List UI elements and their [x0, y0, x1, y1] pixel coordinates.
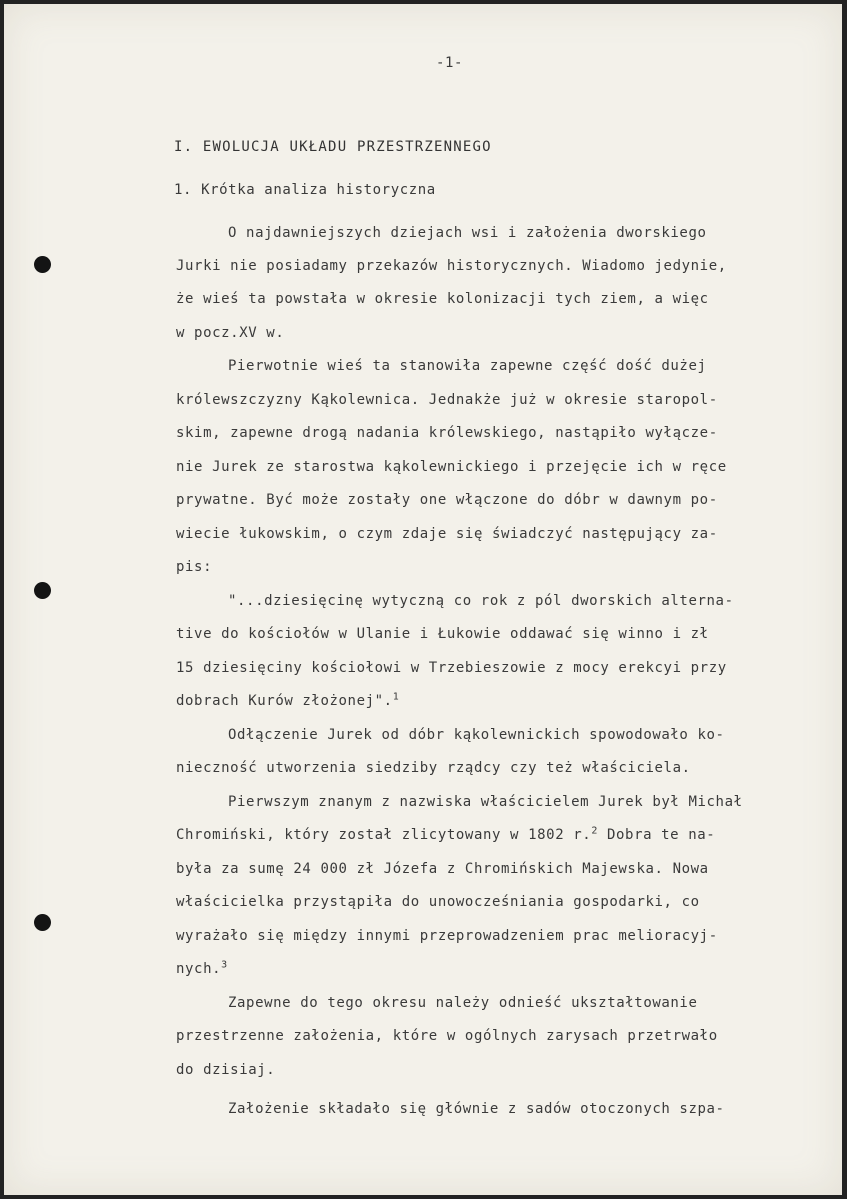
text-line [176, 692, 399, 710]
text-line: wiecie łukowskim, o czym zdaje się świadczyć następujący za- [176, 526, 718, 542]
text-line: Pierwotnie wieś ta stanowiła zapewne część dość dużej [228, 358, 707, 374]
text-line: Pierwszym znanym z nazwiska właścicielem Jurek był Michał [228, 794, 743, 810]
line-text: Dobra te na- [597, 827, 716, 843]
text-line: właścicielka przystąpiła do unowocześniania gospodarki, co [176, 894, 700, 910]
text-line: do dzisiaj. [176, 1062, 276, 1078]
text-line: była za sumę 24 000 zł Józefa z Chromińskich Majewska. Nowa [176, 861, 709, 877]
footnote-marker: 1 [392, 691, 400, 703]
page-number: -1- [436, 55, 464, 71]
footnote-marker: 2 [591, 825, 598, 837]
text-line: że wieś ta powstała w okresie kolonizacji tych ziem, a więc [176, 291, 709, 307]
document-page [4, 4, 842, 1195]
text-line: "...dziesięcinę wytyczną co rok z pól dworskich alterna- [228, 593, 734, 609]
text-line [176, 826, 715, 844]
line-text: Chromiński, który został zlicytowany w 1802 r. [176, 827, 592, 843]
text-line: Odłączenie Jurek od dóbr kąkolewnickich spowodowało ko- [228, 727, 725, 743]
punch-hole [34, 914, 51, 931]
line-text: dobrach Kurów złożonej". [176, 693, 393, 709]
section-heading: I. EWOLUCJA UKŁADU PRZESTRZENNEGO [174, 139, 492, 155]
text-line: wyrażało się między innymi przeprowadzeniem prac melioracyj- [176, 928, 718, 944]
text-line: nie Jurek ze starostwa kąkolewnickiego i przejęcie ich w ręce [176, 459, 727, 475]
line-text: nych. [176, 961, 222, 977]
text-line: w pocz.XV w. [176, 325, 285, 341]
text-line: przestrzenne założenia, które w ogólnych zarysach przetrwało [176, 1028, 718, 1044]
text-line: skim, zapewne drogą nadania królewskiego, nastąpiło wyłącze- [176, 425, 718, 441]
text-line: O najdawniejszych dziejach wsi i założenia dworskiego [228, 225, 707, 241]
punch-hole [34, 582, 51, 599]
punch-hole [34, 256, 51, 273]
text-line [176, 960, 228, 978]
text-line: prywatne. Być może zostały one włączone do dóbr w dawnym po- [176, 492, 718, 508]
text-line: Jurki nie posiadamy przekazów historycznych. Wiadomo jedynie, [176, 258, 727, 274]
text-line: tive do kościołów w Ulanie i Łukowie oddawać się winno i zł [176, 626, 709, 642]
text-line: 15 dziesięciny kościołowi w Trzebieszowie z mocy erekcyi przy [176, 660, 727, 676]
text-line: pis: [176, 559, 213, 575]
footnote-marker: 3 [221, 959, 228, 971]
text-line: Zapewne do tego okresu należy odnieść ukształtowanie [228, 995, 698, 1011]
text-line: nieczność utworzenia siedziby rządcy czy też właściciela. [176, 760, 691, 776]
text-line: królewszczyzny Kąkolewnica. Jednakże już w okresie staropol- [176, 392, 718, 408]
text-line: Założenie składało się głównie z sadów otoczonych szpa- [228, 1101, 725, 1117]
subsection-heading: 1. Krótka analiza historyczna [174, 182, 436, 198]
